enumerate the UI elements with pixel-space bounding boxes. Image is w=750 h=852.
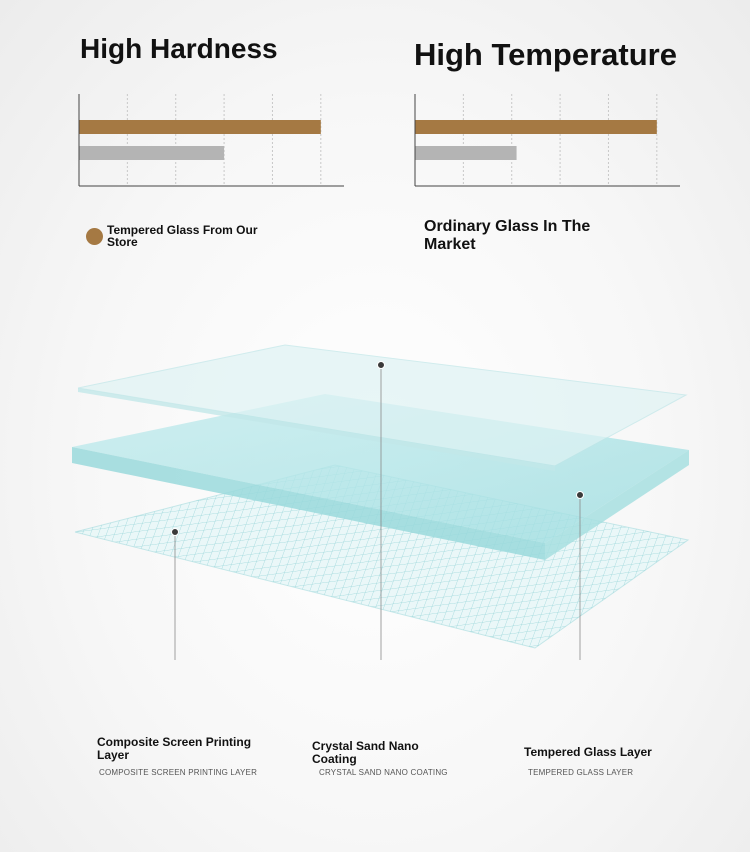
legend-market bbox=[424, 218, 624, 254]
bar-1 bbox=[79, 146, 224, 160]
crystal-layer-sublabel: CRYSTAL SAND NANO COATING bbox=[319, 768, 448, 777]
composite-layer-label: Composite Screen Printing Layer bbox=[97, 735, 252, 762]
legend-market-label: Ordinary Glass In The Market bbox=[424, 218, 591, 253]
temperature-chart bbox=[414, 94, 684, 190]
hardness-chart bbox=[78, 94, 348, 190]
legend-store bbox=[86, 224, 286, 248]
glass-layers-illustration bbox=[0, 330, 750, 660]
tempered-layer-sublabel: TEMPERED GLASS LAYER bbox=[528, 768, 634, 777]
hardness-chart-title: High Hardness bbox=[80, 33, 278, 64]
bar-0 bbox=[79, 120, 321, 134]
legend-store-label: Tempered Glass From Our Store bbox=[107, 223, 258, 249]
crystal-layer-label: Crystal Sand Nano Coating bbox=[312, 739, 419, 766]
temperature-chart-title: High Temperature bbox=[414, 37, 677, 72]
bar-0 bbox=[415, 120, 657, 134]
tempered-layer-label: Tempered Glass Layer bbox=[524, 745, 652, 759]
bar-1 bbox=[415, 146, 517, 160]
store-swatch-icon bbox=[86, 228, 103, 245]
composite-layer-sublabel: COMPOSITE SCREEN PRINTING LAYER bbox=[99, 768, 258, 777]
